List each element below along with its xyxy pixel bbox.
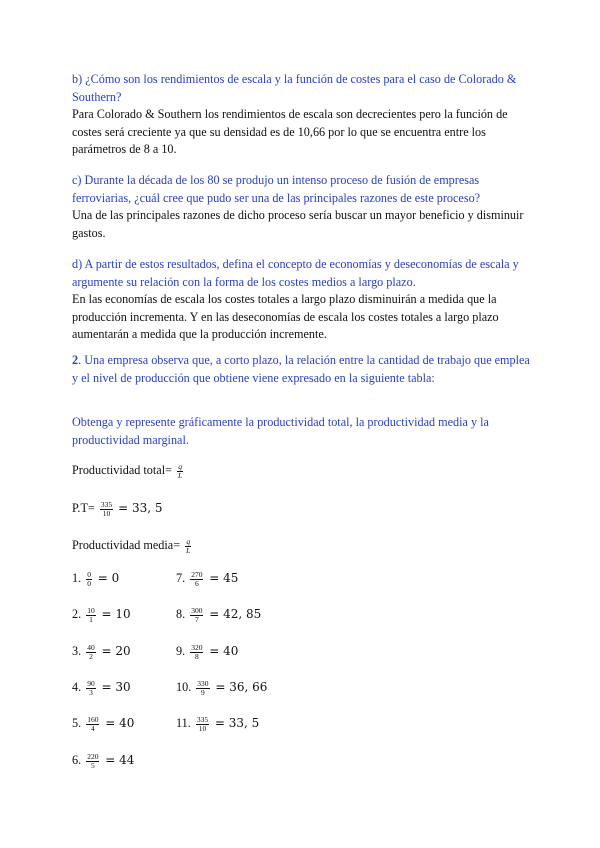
list-item — [72, 606, 131, 624]
item-result: = 36, 66 — [211, 680, 268, 694]
item-result: = 45 — [205, 571, 239, 585]
fraction: $\frac{40}{2}$ — [87, 642, 95, 661]
item-index: 7. — [176, 571, 189, 585]
fraction: $\frac{10}{1}$ — [87, 605, 95, 624]
list-item — [176, 679, 267, 697]
list-item — [72, 570, 119, 588]
question-b: b) ¿Cómo son los rendimientos de escala y la función de costes para el caso de Colorado & Southern? — [72, 72, 517, 104]
fraction: $\frac{220}{5}$ — [87, 751, 99, 770]
item-index: 9. — [176, 644, 189, 658]
question-2-text: . Una empresa observa que, a corto plazo, la relación entre la cantidad de trabajo que emplea y el nivel de producción que obtiene viene expresado en la siguiente tabla: — [72, 353, 530, 385]
answer-b: Para Colorado & Southern los rendimientos de escala son decrecientes pero la función de costes será creciente ya que su densidad es de 10,66 por lo que se encuentra entre los parámetros de 8 a 10. — [72, 107, 508, 156]
item-index: 6. — [72, 753, 85, 767]
fraction: $\frac{0}{0}$ — [87, 569, 91, 588]
item-result: = 40 — [205, 644, 239, 658]
item-index: 3. — [72, 644, 85, 658]
item-index: 8. — [176, 607, 189, 621]
fraction: $\frac{320}{8}$ — [191, 642, 203, 661]
fraction: $\frac{270}{6}$ — [191, 569, 203, 588]
item-index: 2. — [72, 607, 85, 621]
average-productivity-formula: Productividad media= $\frac{q}{L}$ — [72, 536, 191, 555]
fraction: $\frac{q}{L}$ — [186, 536, 191, 555]
item-index: 11. — [176, 716, 194, 730]
question-d: d) A partir de estos resultados, defina el concepto de economías y deseconomías de escala y argumente su relación con la forma de los costes medios a largo plazo. — [72, 257, 519, 289]
fraction: $\frac{q}{L}$ — [178, 461, 183, 480]
fraction: $\frac{335}{10}$ — [100, 499, 113, 518]
list-item — [176, 715, 259, 733]
item-result: = 40 — [101, 716, 135, 730]
answer-d: En las economías de escala los costes totales a largo plazo disminuirán a medida que la producción incrementa. Y en las deseconomías de escala los costes totales a largo plazo aumentarán a medida que la producción incremente. — [72, 292, 499, 341]
item-result: = 42, 85 — [205, 607, 262, 621]
item-result: = 20 — [97, 644, 131, 658]
list-item — [176, 643, 238, 661]
list-item — [72, 752, 134, 770]
section-d — [72, 256, 532, 344]
item-result: = 44 — [101, 753, 135, 767]
question-2-number: 2 — [72, 353, 79, 367]
item-index: 10. — [176, 680, 195, 694]
question-2 — [72, 352, 532, 387]
item-index: 5. — [72, 716, 85, 730]
total-productivity-formula: Productividad total= $\frac{q}{L}$ — [72, 461, 183, 480]
item-result: = 0 — [93, 571, 120, 585]
section-c — [72, 172, 532, 242]
question-2-task: Obtenga y represente gráficamente la productividad total, la productividad media y la productividad marginal. — [72, 415, 489, 447]
list-item — [72, 643, 131, 661]
fraction: $\frac{335}{10}$ — [196, 714, 209, 733]
fraction: $\frac{300}{7}$ — [191, 605, 203, 624]
section-b — [72, 71, 532, 159]
list-item — [176, 570, 238, 588]
total-productivity-calc: P.T= $\frac{335}{10}$ = 33, 5 — [72, 499, 163, 518]
item-result: = 10 — [97, 607, 131, 621]
item-index: 1. — [72, 571, 85, 585]
list-item — [72, 715, 134, 733]
answer-c: Una de las principales razones de dicho proceso sería buscar un mayor beneficio y disminuir gastos. — [72, 208, 524, 240]
fraction: $\frac{90}{3}$ — [87, 678, 95, 697]
fraction: $\frac{160}{4}$ — [87, 714, 99, 733]
list-item — [72, 679, 131, 697]
item-result: = 30 — [97, 680, 131, 694]
fraction: $\frac{330}{9}$ — [197, 678, 209, 697]
question-c: c) Durante la década de los 80 se produjo un intenso proceso de fusión de empresas ferroviarias, ¿cuál cree que pudo ser una de las principales razones de este proceso? — [72, 173, 481, 205]
item-result: = 33, 5 — [211, 716, 260, 730]
item-index: 4. — [72, 680, 85, 694]
list-item — [176, 606, 261, 624]
